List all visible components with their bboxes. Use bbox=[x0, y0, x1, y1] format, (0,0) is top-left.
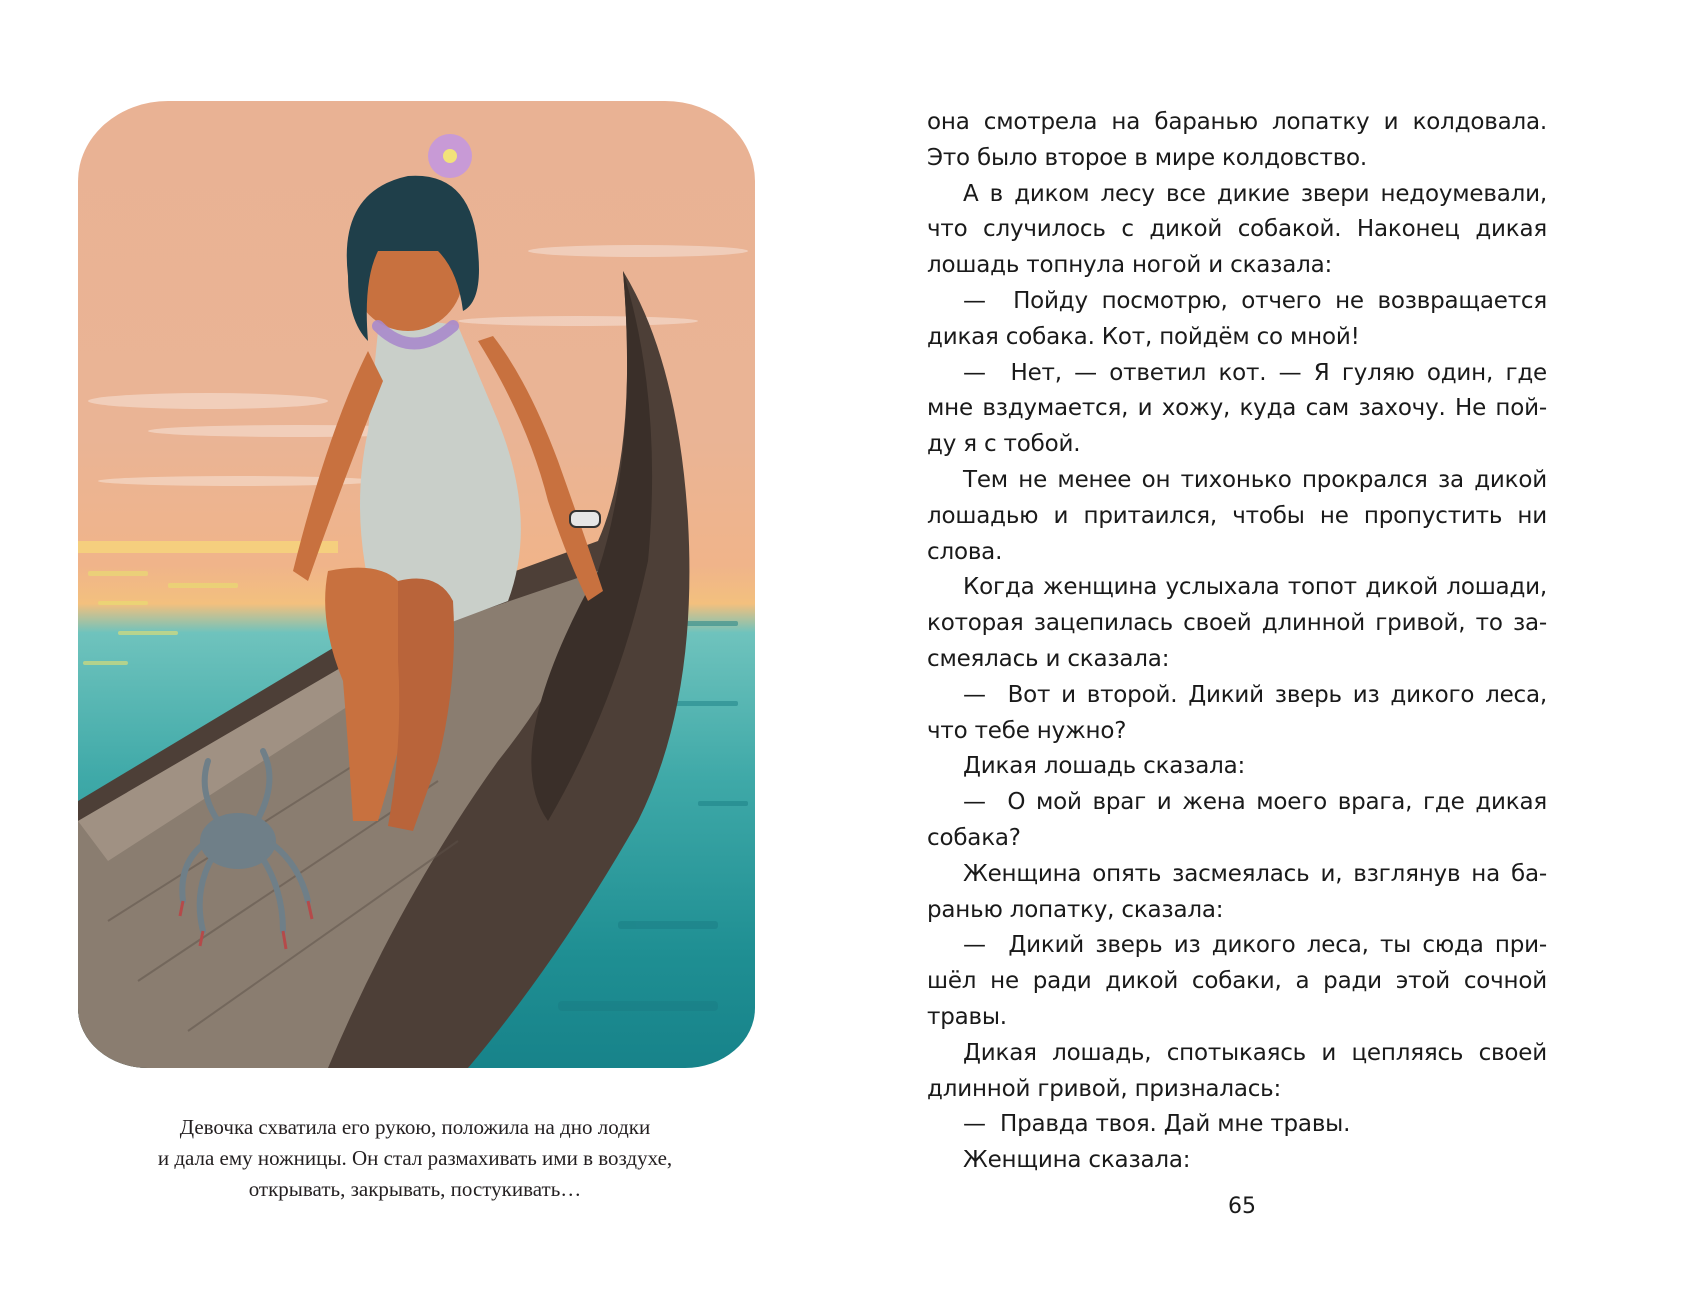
text-line-content: лошадь топнула ногой и сказала: bbox=[927, 252, 1333, 279]
text-line-content: Женщина опять засмеялась и, взглянув на ба- bbox=[963, 860, 1547, 887]
text-line-content: — Правда твоя. Дай мне травы. bbox=[963, 1111, 1351, 1138]
text-line-content: дикая собака. Кот, пойдём со мной! bbox=[927, 323, 1360, 350]
text-line-content: — Дикий зверь из дикого леса, ты сюда при- bbox=[963, 932, 1547, 959]
text-line-content: А в диком лесу все дикие звери недоумевали, bbox=[963, 180, 1547, 207]
text-line-content: длинной гривой, призналась: bbox=[927, 1075, 1282, 1102]
text-line bbox=[927, 570, 1547, 606]
text-line bbox=[927, 284, 1547, 320]
text-line-content: Тем не менее он тихонько прокрался за дикой bbox=[963, 466, 1547, 493]
text-line bbox=[927, 356, 1547, 392]
text-line-content: — Вот и второй. Дикий зверь из дикого леса, bbox=[963, 681, 1547, 708]
text-line bbox=[927, 642, 1547, 678]
text-line-content: мне вздумается, и хожу, куда сам захочу. Не пой- bbox=[927, 395, 1547, 422]
text-line bbox=[927, 1036, 1547, 1072]
text-line-content: Женщина сказала: bbox=[963, 1147, 1191, 1174]
text-line-content: травы. bbox=[927, 1003, 1007, 1030]
text-line bbox=[927, 1072, 1547, 1108]
text-line-content: что тебе нужно? bbox=[927, 717, 1127, 744]
text-line-content: смеялась и сказала: bbox=[927, 645, 1170, 672]
text-line-content: — Нет, — ответил кот. — Я гуляю один, где bbox=[963, 359, 1547, 386]
text-line-content: — О мой враг и жена моего врага, где дикая bbox=[963, 789, 1547, 816]
text-line bbox=[927, 320, 1547, 356]
text-line bbox=[927, 893, 1547, 929]
text-line-content: ду я с тобой. bbox=[927, 431, 1081, 458]
caption-line: и дала ему ножницы. Он стал размахивать ими в воздухе, bbox=[157, 1146, 673, 1170]
text-line bbox=[927, 463, 1547, 499]
text-line bbox=[927, 749, 1547, 785]
illustration-girl-in-boat bbox=[78, 101, 755, 1068]
illustration-caption bbox=[110, 1112, 720, 1205]
text-line-content: лошадью и притаился, чтобы не пропустить ни bbox=[927, 502, 1547, 529]
text-line-content: что случилось с дикой собакой. Наконец дикая bbox=[927, 216, 1547, 243]
text-line bbox=[927, 606, 1547, 642]
page-number: 65 bbox=[1228, 1194, 1256, 1219]
caption-line: открывать, закрывать, постукивать… bbox=[248, 1177, 582, 1201]
text-line bbox=[927, 678, 1547, 714]
text-line bbox=[927, 499, 1547, 535]
text-line bbox=[927, 857, 1547, 893]
text-line-content: Дикая лошадь сказала: bbox=[963, 753, 1246, 780]
text-line bbox=[927, 212, 1547, 248]
text-line-content: которая зацепилась своей длинной гривой, то за- bbox=[927, 610, 1547, 637]
illustration-artwork bbox=[78, 101, 755, 1068]
text-line-content: шёл не ради дикой собаки, а ради этой сочной bbox=[927, 968, 1547, 995]
text-line bbox=[927, 1143, 1547, 1179]
text-line bbox=[927, 821, 1547, 857]
text-line-content: Это было второе в мире колдовство. bbox=[927, 144, 1368, 171]
text-line bbox=[927, 535, 1547, 571]
text-line-content: Когда женщина услыхала топот дикой лошади, bbox=[963, 574, 1547, 601]
text-line-content: слова. bbox=[927, 538, 1003, 565]
text-line-content: ранью лопатку, сказала: bbox=[927, 896, 1224, 923]
text-line-content: Дикая лошадь, спотыкаясь и цепляясь своей bbox=[963, 1039, 1547, 1066]
text-line bbox=[927, 391, 1547, 427]
text-line bbox=[927, 785, 1547, 821]
text-line bbox=[927, 105, 1547, 141]
text-line bbox=[927, 427, 1547, 463]
text-line bbox=[927, 714, 1547, 750]
text-line bbox=[927, 928, 1547, 964]
text-line bbox=[927, 964, 1547, 1000]
caption-line: Девочка схватила его рукою, положила на дно лодки bbox=[179, 1115, 651, 1139]
text-line bbox=[927, 1000, 1547, 1036]
text-line bbox=[927, 141, 1547, 177]
body-text bbox=[927, 105, 1547, 1179]
text-line-content: — Пойду посмотрю, отчего не возвращается bbox=[963, 287, 1547, 314]
text-line-content: она смотрела на баранью лопатку и колдовала. bbox=[927, 109, 1547, 135]
text-line bbox=[927, 177, 1547, 213]
text-line-content: собака? bbox=[927, 824, 1021, 851]
text-line bbox=[927, 1107, 1547, 1143]
text-line bbox=[927, 248, 1547, 284]
